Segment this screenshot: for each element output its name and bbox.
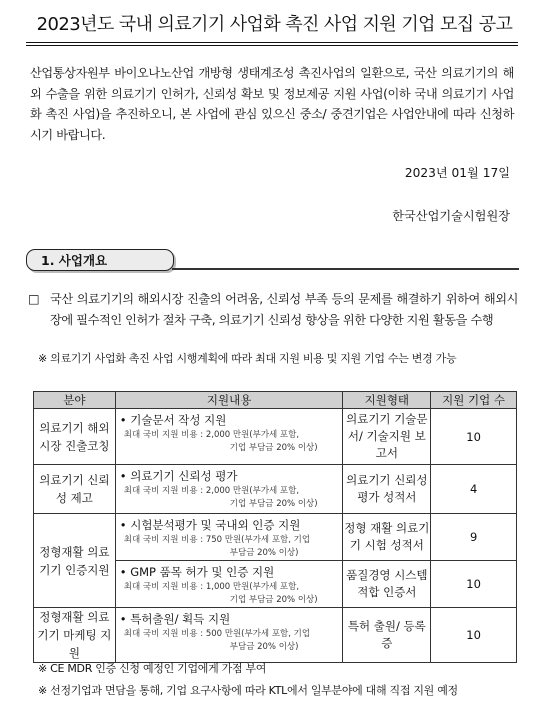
table-header-row bbox=[34, 392, 517, 409]
note-top: ※ 의료기기 사업화 촉진 사업 시행계획에 따라 최대 지원 비용 및 지원 기업 수는 변경 가능 bbox=[38, 352, 457, 365]
field-cell: 정형재활 의료기기 인증지원 bbox=[34, 514, 116, 608]
count-cell: 9 bbox=[431, 514, 517, 561]
section-divider bbox=[172, 268, 519, 270]
table-row bbox=[34, 465, 517, 514]
table-row bbox=[34, 514, 517, 561]
count-cell: 4 bbox=[431, 465, 517, 514]
type-cell: 정형 재활 의료기기 시험 성적서 bbox=[343, 514, 431, 561]
item-name: • GMP 품목 허가 및 인증 지원 bbox=[119, 565, 275, 579]
item-cost-note: 부담금 20% 이상) bbox=[229, 548, 299, 558]
item-cost: 최대 국비 지원 비용 : 500 만원(부가세 포함, 기업 bbox=[123, 629, 311, 639]
type-cell: 의료기기 기술문서/ 기술지원 보고서 bbox=[343, 409, 431, 465]
item-cost-note: 부담금 20% 이상) bbox=[229, 642, 299, 652]
item-cost: 최대 국비 지원 비용 : 1,000 만원(부가세 포함, bbox=[123, 582, 300, 592]
table-row bbox=[34, 608, 517, 663]
overview-bullet bbox=[28, 289, 518, 331]
content-cell bbox=[115, 608, 343, 663]
section-heading: 1. 사업개요 bbox=[41, 253, 108, 268]
count-cell: 10 bbox=[431, 561, 517, 608]
count-cell: 10 bbox=[431, 409, 517, 465]
table-row bbox=[34, 409, 517, 465]
field-cell: 의료기기 해외시장 진출코칭 bbox=[34, 409, 116, 465]
item-cost: 최대 국비 지원 비용 : 2,000 만원(부가세 포함, bbox=[123, 430, 300, 440]
type-cell: 품질경영 시스템 적합 인증서 bbox=[343, 561, 431, 608]
page-title: 2023년도 국내 의료기기 사업화 촉진 사업 지원 기업 모집 공고 bbox=[36, 14, 513, 35]
item-name: • 시험분석평가 및 국내외 인증 지원 bbox=[119, 518, 301, 532]
item-cost-note: 기업 부담금 20% 이상) bbox=[229, 595, 318, 605]
type-cell: 특허 출원/ 등록증 bbox=[343, 608, 431, 663]
content-cell bbox=[115, 561, 343, 608]
type-cell: 의료기기 신뢰성 평가 성적서 bbox=[343, 465, 431, 514]
notice-date: 2023년 01월 17일 bbox=[404, 166, 510, 180]
header-count: 지원 기업 수 bbox=[431, 392, 517, 409]
content-cell bbox=[115, 514, 343, 561]
item-cost: 최대 국비 지원 비용 : 750 만원(부가세 포함, 기업 bbox=[123, 535, 311, 545]
issuer-name: 한국산업기술시험원장 bbox=[392, 209, 510, 223]
content-cell bbox=[115, 465, 343, 514]
section-heading-box bbox=[26, 249, 174, 271]
content-cell bbox=[115, 409, 343, 465]
header-content: 지원내용 bbox=[115, 392, 343, 409]
header-type: 지원형태 bbox=[343, 392, 431, 409]
item-cost: 최대 국비 지원 비용 : 2,000 만원(부가세 포함, bbox=[123, 486, 300, 496]
intro-paragraph: 산업통상자원부 바이오나노산업 개방형 생태계조성 촉진사업의 일환으로, 국산 의료기기의 해외 수출을 위한 의료기기 인허가, 신뢰성 확보 및 정보제공 지원 사업(이하 국내 의료기기 사업화 촉진 사업)을 추진하오니, 본 사업에 관심 있으신 중소/ 중견기업은 사업안내에 따라 신청하시기 바랍니다. bbox=[30, 66, 514, 142]
header-field: 분야 bbox=[34, 392, 116, 409]
title-rule-bottom bbox=[26, 45, 518, 46]
count-cell: 10 bbox=[431, 608, 517, 663]
overview-text: 국산 의료기기의 해외시장 진출의 어려움, 신뢰성 부족 등의 문제를 해결하기 위하여 해외시장에 필수적인 인허가 절차 구축, 의료기기 신뢰성 향상을 위한 다양한 지원 활동을 수행 bbox=[50, 292, 518, 327]
title-rule-top bbox=[26, 42, 518, 43]
square-bullet-icon: □ bbox=[28, 292, 40, 306]
field-cell: 정형재활 의료기기 마케팅 지원 bbox=[34, 608, 116, 663]
item-name: • 의료기기 신뢰성 평가 bbox=[119, 469, 238, 483]
item-cost-note: 기업 부담금 20% 이상) bbox=[229, 499, 318, 509]
item-name: • 특허출원/ 획득 지원 bbox=[119, 612, 231, 626]
note-ce-mdr: ※ CE MDR 인증 신청 예정인 기업에게 가점 부여 bbox=[38, 662, 267, 675]
field-cell: 의료기기 신뢰성 제고 bbox=[34, 465, 116, 514]
item-name: • 기술문서 작성 지원 bbox=[119, 413, 227, 427]
note-ktl-support: ※ 선정기업과 면담을 통해, 기업 요구사항에 따라 KTL에서 일부분야에 대해 직접 지원 예정 bbox=[38, 684, 458, 697]
item-cost-note: 기업 부담금 20% 이상) bbox=[229, 443, 318, 453]
support-table bbox=[33, 391, 517, 663]
